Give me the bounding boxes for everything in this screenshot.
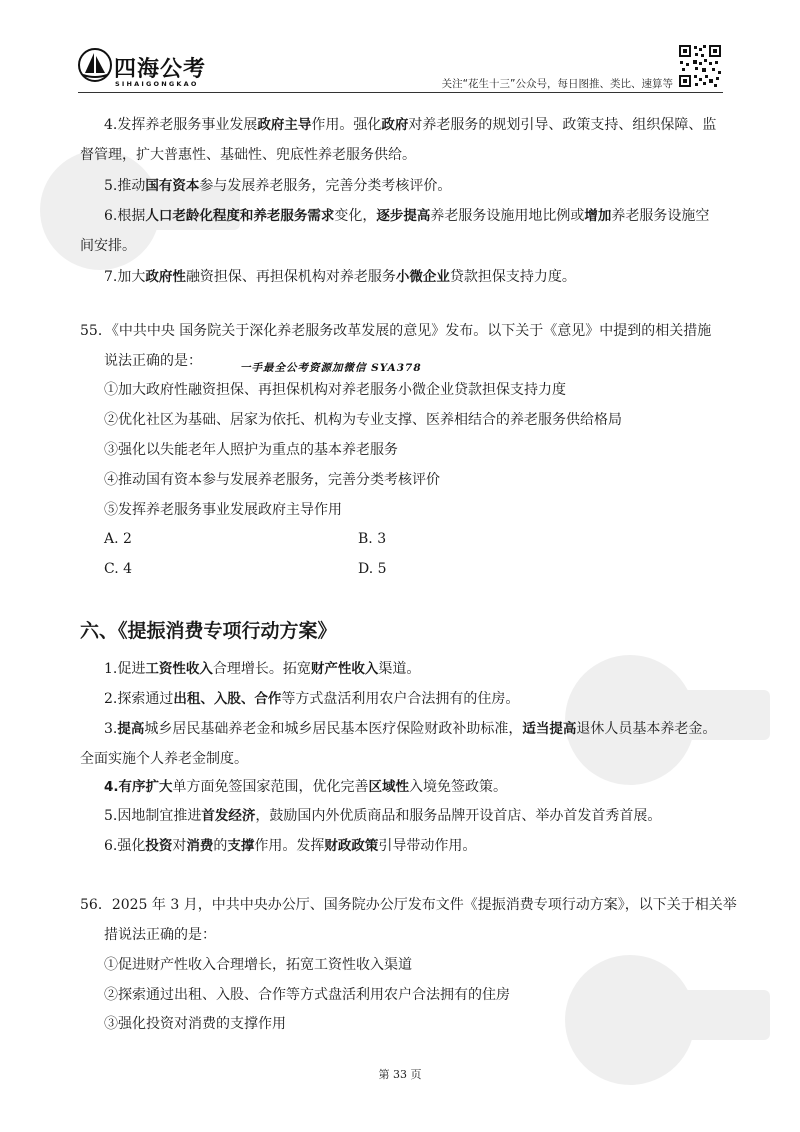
text-run: 5.推动 (104, 178, 146, 194)
text-run: 5.因地制宜推进 (104, 808, 202, 824)
answer-option-d (358, 559, 387, 579)
text-run: 说法正确的是： (104, 353, 202, 369)
text-run: 6.根据 (104, 208, 146, 224)
answer-option-b (358, 529, 386, 549)
paragraph-line (104, 806, 661, 826)
text-run: ①促进财产性收入合理增长，拓宽工资性收入渠道 (104, 957, 412, 973)
emphasis-text: 提高 (117, 721, 145, 737)
emphasis-text: 财政政策 (324, 838, 379, 854)
text-run: 退休人员基本养老金。 (576, 721, 717, 737)
emphasis-text: 政府 (381, 117, 409, 133)
answer-option-c (104, 559, 132, 579)
text-run: 对养老服务的规划引导、政策支持、组织保障、监 (408, 117, 717, 133)
statement-item (104, 955, 412, 975)
statement-item (104, 500, 342, 520)
emphasis-text: 工资性收入 (145, 661, 213, 677)
text-run: 1.促进 (104, 661, 146, 677)
text-run: 贷款担保支持力度。 (449, 269, 576, 285)
text-run: 措说法正确的是： (104, 927, 216, 943)
emphasis-text: 首发经济 (201, 808, 256, 824)
qr-code-icon (678, 44, 722, 88)
text-run: ⑤发挥养老服务事业发展政府主导作用 (104, 502, 342, 518)
text-run: 作用。强化 (311, 117, 382, 133)
text-run: 合理增长。拓宽 (212, 661, 311, 677)
text-run: ②优化社区为基础、居家为依托、机构为专业支撑、医养相结合的养老服务供给格局 (104, 412, 622, 428)
page-header (0, 0, 800, 100)
text-run: B. 3 (358, 531, 387, 547)
emphasis-text: 出租、入股、合作 (173, 691, 282, 707)
statement-item (104, 410, 622, 430)
text-run: ①加大政府性融资担保、再担保机构对养老服务小微企业贷款担保支持力度 (104, 382, 566, 398)
paragraph-line (104, 206, 709, 226)
text-run: 3. (104, 721, 118, 737)
section-title: 六、《提振消费专项行动方案》 (80, 620, 337, 642)
text-run: 融资担保、再担保机构对养老服务 (185, 269, 396, 285)
emphasis-text: 国有资本 (145, 178, 200, 194)
statement-item (104, 470, 440, 490)
header-note: 关注“花生十三”公众号，每日图推、类比、速算等 (441, 78, 673, 90)
text-run: A. 2 (104, 531, 132, 547)
text-run: 7.加大 (104, 269, 146, 285)
text-run: 渠道。 (378, 661, 421, 677)
text-run: 变化， (334, 208, 377, 224)
text-run: 单方面免签国家范围，优化完善 (172, 779, 369, 795)
paragraph-line (104, 836, 476, 856)
question-stem (104, 925, 216, 945)
text-run: 4.发挥养老服务事业发展 (104, 117, 258, 133)
text-run: 入境免签政策。 (409, 779, 508, 795)
text-run: ③强化以失能老年人照护为重点的基本养老服务 (104, 442, 398, 458)
header-divider (78, 92, 723, 93)
brand-name: 四海公考 (114, 57, 207, 82)
text-run: 2.探索通过 (104, 691, 174, 707)
text-run: 间安排。 (80, 238, 136, 254)
text-run: 督管理，扩大普惠性、基础性、兜底性养老服务供给。 (80, 147, 416, 163)
text-run: 的 (213, 838, 228, 854)
paragraph-line (104, 267, 576, 287)
text-run: 引导带动作用。 (378, 838, 477, 854)
emphasis-text: 逐步提高 (376, 208, 431, 224)
emphasis-text: 区域性 (368, 779, 410, 795)
statement-item (104, 985, 510, 1005)
text-run: 55．《中共中央 国务院关于深化养老服务改革发展的意见》发布。以下关于《意见》中提到的相关措施 (80, 323, 712, 339)
text-run: 全面实施个人养老金制度。 (80, 751, 248, 767)
question-stem (104, 351, 202, 371)
paragraph-line (80, 236, 136, 256)
text-run: 作用。发挥 (254, 838, 325, 854)
text-run: ，鼓励国内外优质商品和服务品牌开设首店、举办首发首秀首展。 (255, 808, 662, 824)
statement-item (104, 440, 398, 460)
text-run: 城乡居民基础养老金和城乡居民基本医疗保险财政补助标准， (144, 721, 523, 737)
text-run: 56．2025 年 3 月，中共中央办公厅、国务院办公厅发布文件《提振消费专项行动方案》，以下关于相关举 (80, 897, 737, 913)
paragraph-line (104, 176, 451, 196)
text-run: 参与发展养老服务，完善分类考核评价。 (199, 178, 452, 194)
text-run: 养老服务设施空 (611, 208, 710, 224)
brand-name-en: SIHAIGONGKAO (115, 80, 199, 88)
paragraph-line (104, 689, 519, 709)
text-run: ③强化投资对消费的支撑作用 (104, 1016, 286, 1032)
emphasis-text: 政府性 (145, 269, 186, 285)
emphasis-text: 财产性收入 (310, 661, 379, 677)
text-run: C. 4 (104, 561, 133, 577)
statement-item (104, 380, 566, 400)
paragraph-line (80, 749, 248, 769)
emphasis-text: 4.有序扩大 (104, 779, 173, 795)
text-run: 对 (172, 838, 187, 854)
text-run: 养老服务设施用地比例或 (430, 208, 585, 224)
text-run: 等方式盘活利用农户合法拥有的住房。 (281, 691, 520, 707)
page-number: 第 33 页 (378, 1068, 422, 1081)
emphasis-text: 人口老龄化程度和养老服务需求 (145, 208, 335, 224)
emphasis-text: 小微企业 (395, 269, 450, 285)
emphasis-text: 消费 (186, 838, 214, 854)
emphasis-text: 政府主导 (257, 117, 312, 133)
paragraph-line (104, 659, 420, 679)
text-run: ②探索通过出租、入股、合作等方式盘活利用农户合法拥有的住房 (104, 987, 510, 1003)
statement-item (104, 1014, 286, 1034)
emphasis-text: 支撑 (227, 838, 255, 854)
text-run: ④推动国有资本参与发展养老服务，完善分类考核评价 (104, 472, 440, 488)
paragraph-line (80, 145, 416, 165)
answer-option-a (104, 529, 132, 549)
paragraph-line (104, 115, 716, 135)
paragraph-line (104, 777, 507, 797)
question-stem (80, 321, 711, 341)
emphasis-text: 投资 (145, 838, 173, 854)
emphasis-text: 增加 (584, 208, 612, 224)
text-run: D. 5 (358, 561, 387, 577)
sailboat-icon (78, 48, 112, 82)
paragraph-line (104, 719, 716, 739)
source-note: 一手最全公考资源加微信 SYA378 (240, 362, 422, 374)
brand-logo (78, 48, 208, 96)
text-run: 6.强化 (104, 838, 146, 854)
emphasis-text: 适当提高 (522, 721, 577, 737)
question-stem (80, 895, 737, 915)
